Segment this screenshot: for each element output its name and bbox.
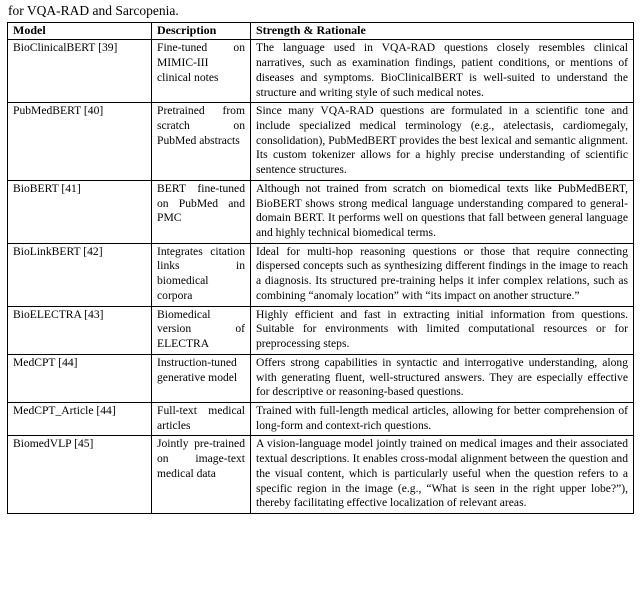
header-row <box>8 23 634 40</box>
table-row <box>8 40 634 103</box>
description-cell: Jointly pre-trained on image-text medical data <box>152 436 251 514</box>
description-cell: BERT fine-tuned on PubMed and PMC <box>152 180 251 243</box>
strength-cell: The language used in VQA-RAD questions closely resembles clinical narratives, such as examination findings, patient conditions, or mentions of diseases and symptoms. BioClinicalBERT is well-suited to understand the structure and writing style of such medical notes. <box>251 40 634 103</box>
table-row <box>8 103 634 181</box>
header-description: Description <box>152 23 251 40</box>
model-cell: BioLinkBERT [42] <box>8 243 152 306</box>
description-cell: Integrates citation links in biomedical corpora <box>152 243 251 306</box>
model-cell: BioBERT [41] <box>8 180 152 243</box>
table-row <box>8 402 634 435</box>
table-row <box>8 354 634 402</box>
model-comparison-table <box>7 22 634 514</box>
model-cell: BioClinicalBERT [39] <box>8 40 152 103</box>
description-cell: Fine-tuned on MIMIC-III clinical notes <box>152 40 251 103</box>
model-cell: PubMedBERT [40] <box>8 103 152 181</box>
model-cell: MedCPT [44] <box>8 354 152 402</box>
table-row <box>8 243 634 306</box>
table-caption: for VQA-RAD and Sarcopenia. <box>8 3 179 18</box>
strength-cell: A vision-language model jointly trained on medical images and their associated textual descriptions. It enables cross-modal alignment between the question and the visual content, which is particularly useful when the question refers to a specific region in the image (e.g., “What is seen in the right upper lobe?”), thereby facilitating effective localization of relevant areas. <box>251 436 634 514</box>
strength-cell: Ideal for multi-hop reasoning questions or those that require connecting dispersed concepts such as synthesizing different findings in the image to reach a diagnosis. Its structured pre-training helps it infer complex relations, such as combining “anomaly location” with “its impact on another structure.” <box>251 243 634 306</box>
header-model: Model <box>8 23 152 40</box>
description-cell: Pretrained from scratch on PubMed abstracts <box>152 103 251 181</box>
strength-cell: Offers strong capabilities in syntactic and interrogative understanding, along with generating fluent, well-structured answers. They are especially effective for descriptive or reasoning-based questions. <box>251 354 634 402</box>
strength-cell: Highly efficient and fast in extracting initial information from questions. Suitable for environments with limited computational resources or for preprocessing steps. <box>251 306 634 354</box>
model-cell: BioELECTRA [43] <box>8 306 152 354</box>
table-row <box>8 180 634 243</box>
table-row <box>8 306 634 354</box>
description-cell: Biomedical version of ELECTRA <box>152 306 251 354</box>
strength-cell: Since many VQA-RAD questions are formulated in a scientific tone and include specialized medical terminology (e.g., atelectasis, cardiomegaly, consolidation), PubMedBERT provides the best lexical and semantic alignment. Its custom tokenizer allows for a highly precise understanding of scientific sentence structures. <box>251 103 634 181</box>
description-cell: Instruction-tuned generative model <box>152 354 251 402</box>
model-cell: BiomedVLP [45] <box>8 436 152 514</box>
header-strength-rationale: Strength & Rationale <box>251 23 634 40</box>
strength-cell: Trained with full-length medical articles, allowing for better comprehension of long-form and context-rich questions. <box>251 402 634 435</box>
model-cell: MedCPT_Article [44] <box>8 402 152 435</box>
table-row <box>8 436 634 514</box>
description-cell: Full-text medical articles <box>152 402 251 435</box>
strength-cell: Although not trained from scratch on biomedical texts like PubMedBERT, BioBERT shows strong medical language understanding compared to general-domain BERT. It performs well on questions that fall between general language and highly technical biomedical terms. <box>251 180 634 243</box>
